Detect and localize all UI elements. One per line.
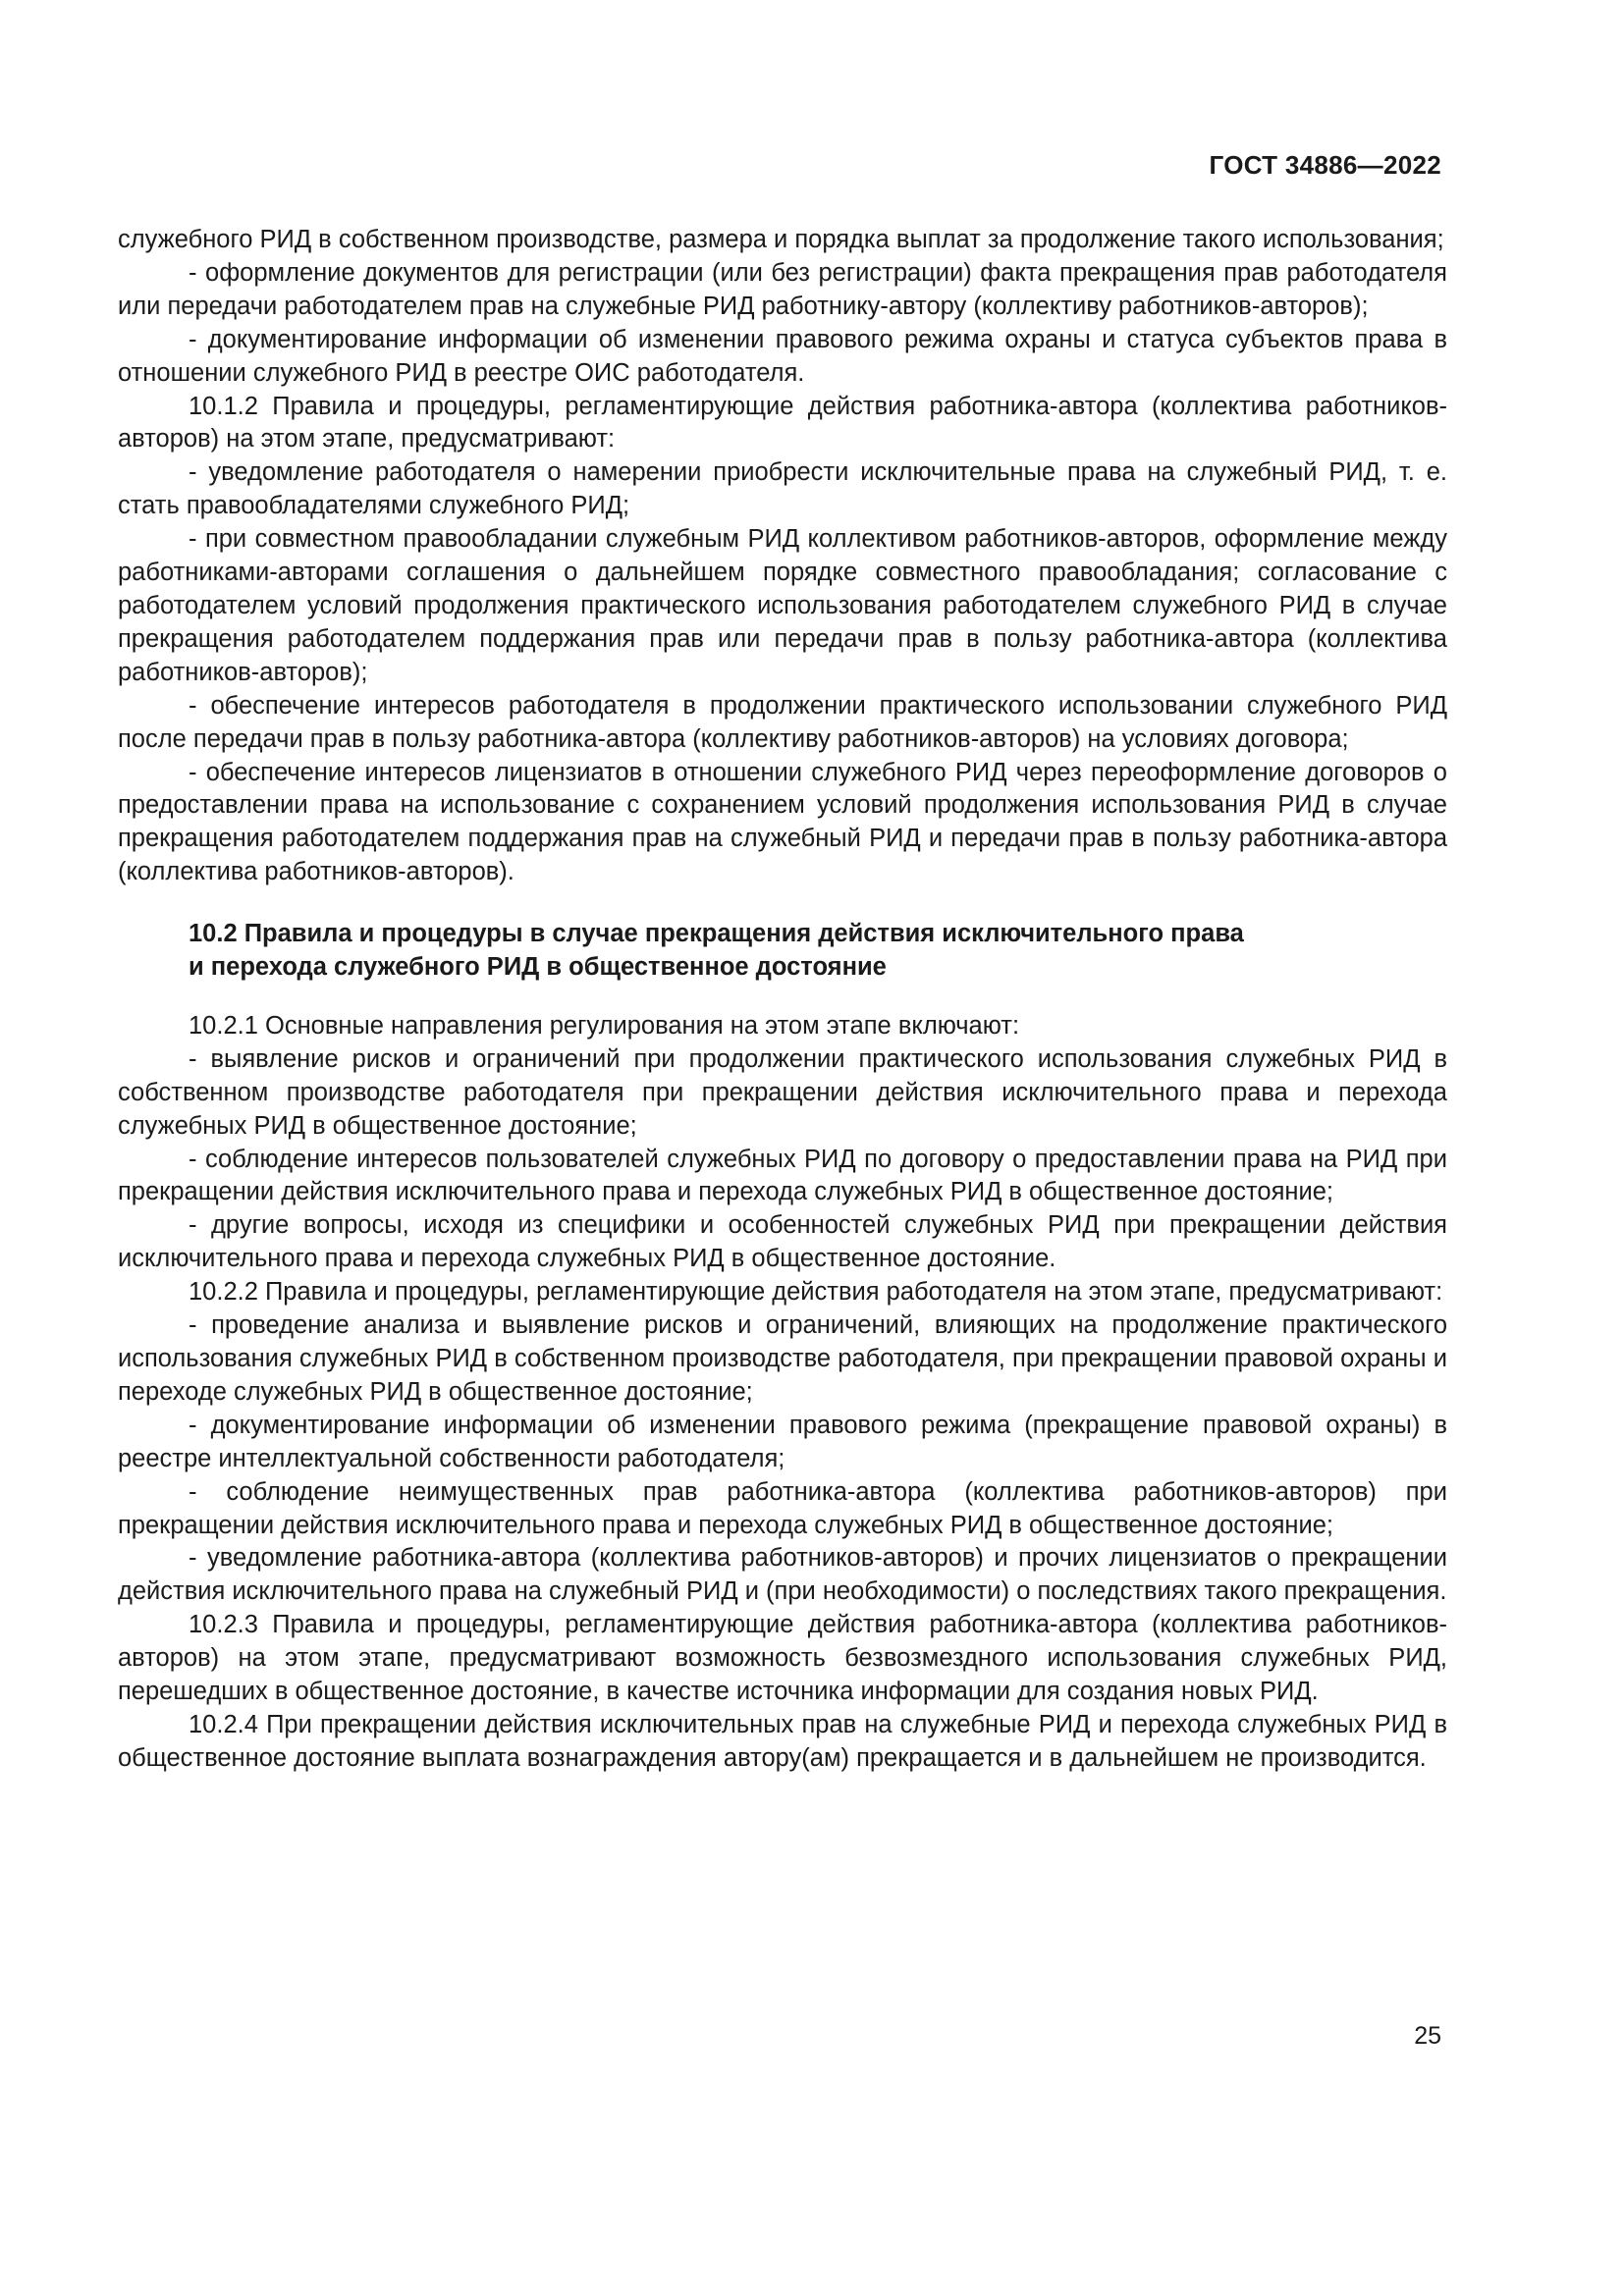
- paragraph: 10.2.4 При прекращении действия исключительных прав на служебные РИД и перехода служебных РИД в общественное достояние выплата вознаграждения автору(ам) прекращается и в дальнейшем не производится.: [118, 1710, 1447, 1772]
- list-item: - уведомление работодателя о намерении приобрести исключительные права на служебный РИД, т. е. стать правообладателями служебного РИД;: [118, 458, 1447, 520]
- document-code: ГОСТ 34886—2022: [1209, 150, 1441, 180]
- section-heading: [189, 918, 1447, 985]
- list-item: - соблюдение интересов пользователей служебных РИД по договору о предоставлении права на РИД при прекращении действия исключительного права и перехода служебных РИД в общественное достояние;: [118, 1145, 1447, 1206]
- section-heading-line: 10.2 Правила и процедуры в случае прекращения действия исключительного права: [189, 920, 1244, 948]
- paragraph: 10.2.2 Правила и процедуры, регламентирующие действия работодателя на этом этапе, предусматривают:: [189, 1278, 1443, 1307]
- list-item: - обеспечение интересов лицензиатов в отношении служебного РИД через переоформление договоров о предоставлении права на использование с сохранением условий продолжения использования РИД в случае прекращения работодателем поддержания прав на служебный РИД и передачи прав в пользу работника-автора (коллектива работников-авторов).: [118, 758, 1447, 886]
- list-item: - соблюдение неимущественных прав работника-автора (коллектива работников-авторов) при прекращении действия исключительного права и перехода служебных РИД в общественное достояние;: [118, 1477, 1447, 1539]
- section-heading-line: и перехода служебного РИД в общественное достояние: [189, 953, 887, 982]
- list-item: - проведение анализа и выявление рисков и ограничений, влияющих на продолжение практического использования служебных РИД в собственном производстве работодателя, при прекращении правовой охраны и переходе служебных РИД в общественное достояние;: [118, 1311, 1447, 1406]
- paragraph: 10.2.1 Основные направления регулирования на этом этапе включают:: [189, 1011, 1020, 1040]
- paragraph: 10.2.3 Правила и процедуры, регламентирующие действия работника-автора (коллектива работников-авторов) на этом этапе, предусматривают возможность безвозмездного использования служебных РИД, перешедших в общественное достояние, в качестве источника информации для создания новых РИД.: [118, 1611, 1447, 1706]
- list-item: - уведомление работника-автора (коллектива работников-авторов) и прочих лицензиатов о прекращении действия исключительного права на служебный РИД и (при необходимости) о последствиях такого прекращения.: [118, 1544, 1447, 1606]
- paragraph: служебного РИД в собственном производстве, размера и порядка выплат за продолжение такого использования;: [118, 226, 1444, 253]
- list-item: - обеспечение интересов работодателя в продолжении практического использовании служебного РИД после передачи прав в пользу работника-автора (коллективу работников-авторов) на условиях договора;: [118, 691, 1447, 753]
- list-item: - при совместном правообладании служебным РИД коллективом работников-авторов, оформление между работниками-авторами соглашения о дальнейшем порядке совместного правообладания; согласование с работодателем условий продолжения практического использования работодателем служебного РИД в случае прекращения работодателем поддержания прав или передачи прав в пользу работника-автора (коллектива работников-авторов);: [118, 525, 1447, 686]
- document-body: [118, 224, 1447, 1776]
- paragraph: 10.1.2 Правила и процедуры, регламентирующие действия работника-автора (коллектива работников-авторов) на этом этапе, предусматривают:: [118, 392, 1447, 454]
- list-item: - другие вопросы, исходя из специфики и особенностей служебных РИД при прекращении действия исключительного права и перехода служебных РИД в общественное достояние.: [118, 1211, 1447, 1273]
- list-item: - выявление рисков и ограничений при продолжении практического использования служебных РИД в собственном производстве работодателя при прекращении действия исключительного права и перехода служебных РИД в общественное достояние;: [118, 1044, 1447, 1140]
- page-number: 25: [1414, 2022, 1441, 2050]
- list-item: - оформление документов для регистрации (или без регистрации) факта прекращения прав работодателя или передачи работодателем прав на служебные РИД работнику-автору (коллективу работников-авторов);: [118, 258, 1447, 320]
- list-item: - документирование информации об изменении правового режима охраны и статуса субъектов права в отношении служебного РИД в реестре ОИС работодателя.: [118, 325, 1447, 387]
- list-item: - документирование информации об изменении правового режима (прекращение правовой охраны) в реестре интеллектуальной собственности работодателя;: [118, 1411, 1447, 1472]
